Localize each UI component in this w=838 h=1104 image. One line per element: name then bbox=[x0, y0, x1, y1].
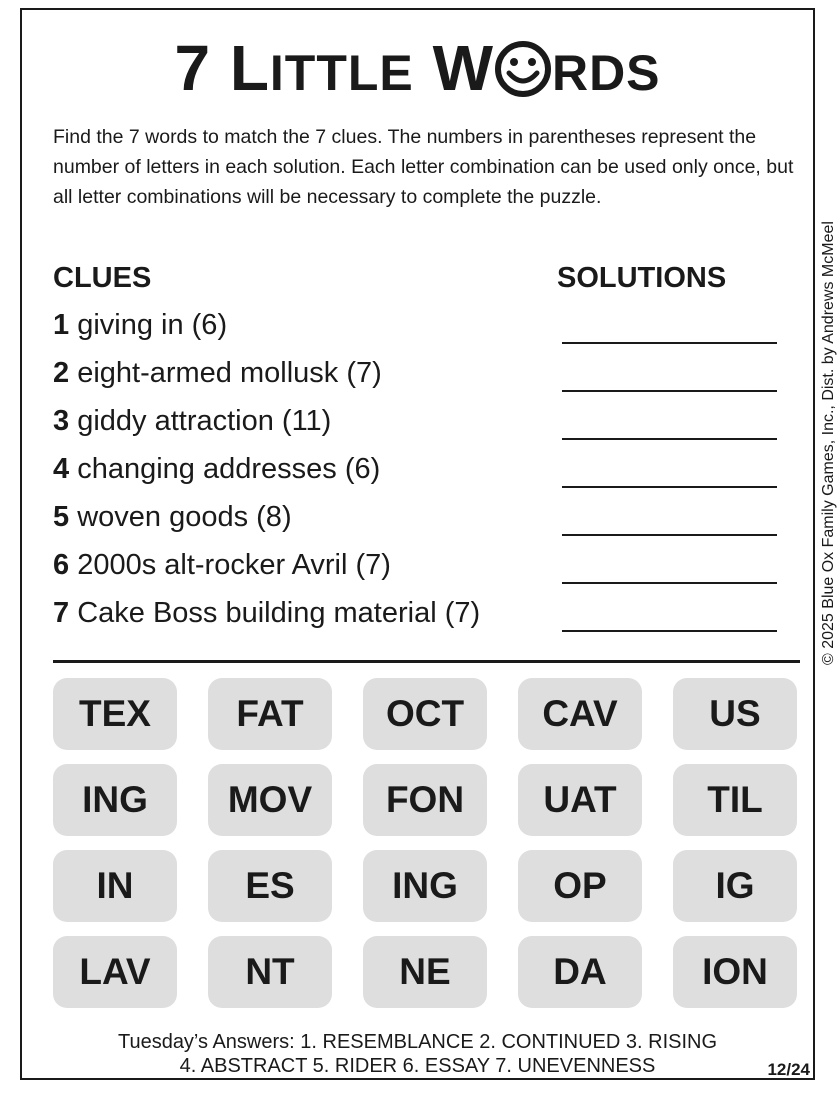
solution-line-6[interactable] bbox=[562, 582, 777, 584]
solution-line-7[interactable] bbox=[562, 630, 777, 632]
letter-tile[interactable]: ING bbox=[53, 764, 177, 836]
clue-2: 2 eight-armed mollusk (7) bbox=[53, 357, 382, 389]
solution-line-2[interactable] bbox=[562, 390, 777, 392]
letter-tile[interactable]: DA bbox=[518, 936, 642, 1008]
letter-tile[interactable]: FON bbox=[363, 764, 487, 836]
puzzle-frame bbox=[20, 8, 837, 1080]
divider bbox=[53, 660, 800, 663]
clue-3: 3 giddy attraction (11) bbox=[53, 405, 332, 437]
clue-5: 5 woven goods (8) bbox=[53, 501, 292, 533]
letter-tile[interactable]: UAT bbox=[518, 764, 642, 836]
copyright-notice: © 2025 Blue Ox Family Games, Inc., Dist. by Andrews McMeel bbox=[820, 221, 837, 665]
solution-line-1[interactable] bbox=[562, 342, 777, 344]
smiley-face-icon bbox=[494, 40, 552, 98]
clue-7: 7 Cake Boss building material (7) bbox=[53, 597, 481, 629]
clue-6: 6 2000s alt-rocker Avril (7) bbox=[53, 549, 391, 581]
answers-line-1: Tuesday’s Answers: 1. RESEMBLANCE 2. CONTINUED 3. RISING bbox=[117, 1031, 718, 1053]
instructions: Find the 7 words to match the 7 clues. The numbers in parentheses represent the number of letters in each solution. Each letter combination can be used only once, but all letter combinations will be necessary to complete the puzzle. bbox=[53, 126, 794, 208]
letter-tile[interactable]: CAV bbox=[518, 678, 642, 750]
letter-tile[interactable]: ES bbox=[208, 850, 332, 922]
solutions-header: SOLUTIONS bbox=[557, 262, 727, 294]
letter-tile[interactable]: NT bbox=[208, 936, 332, 1008]
letter-tile[interactable]: NE bbox=[363, 936, 487, 1008]
letter-tile[interactable]: IG bbox=[673, 850, 797, 922]
letter-tile[interactable]: OP bbox=[518, 850, 642, 922]
puzzle-title: 7 LITTLE W RDS bbox=[174, 32, 661, 104]
letter-tile[interactable]: ION bbox=[673, 936, 797, 1008]
letter-tile[interactable]: LAV bbox=[53, 936, 177, 1008]
solution-line-4[interactable] bbox=[562, 486, 777, 488]
letter-tile[interactable]: US bbox=[673, 678, 797, 750]
letter-tile[interactable]: TIL bbox=[673, 764, 797, 836]
letter-tile[interactable]: MOV bbox=[208, 764, 332, 836]
previous-answers bbox=[22, 1030, 813, 1078]
solution-line-3[interactable] bbox=[562, 438, 777, 440]
letter-tile[interactable]: OCT bbox=[363, 678, 487, 750]
answers-line-2: 4. ABSTRACT 5. RIDER 6. ESSAY 7. UNEVENNESS bbox=[179, 1055, 656, 1077]
letter-tile[interactable]: IN bbox=[53, 850, 177, 922]
clues-header: CLUES bbox=[53, 262, 152, 294]
letter-tile[interactable]: FAT bbox=[208, 678, 332, 750]
clue-4: 4 changing addresses (6) bbox=[53, 453, 381, 485]
clue-1: 1 giving in (6) bbox=[53, 309, 228, 341]
letter-tile[interactable]: TEX bbox=[53, 678, 177, 750]
puzzle-date: 12/24 bbox=[767, 1060, 810, 1079]
solution-line-5[interactable] bbox=[562, 534, 777, 536]
letter-tile[interactable]: ING bbox=[363, 850, 487, 922]
